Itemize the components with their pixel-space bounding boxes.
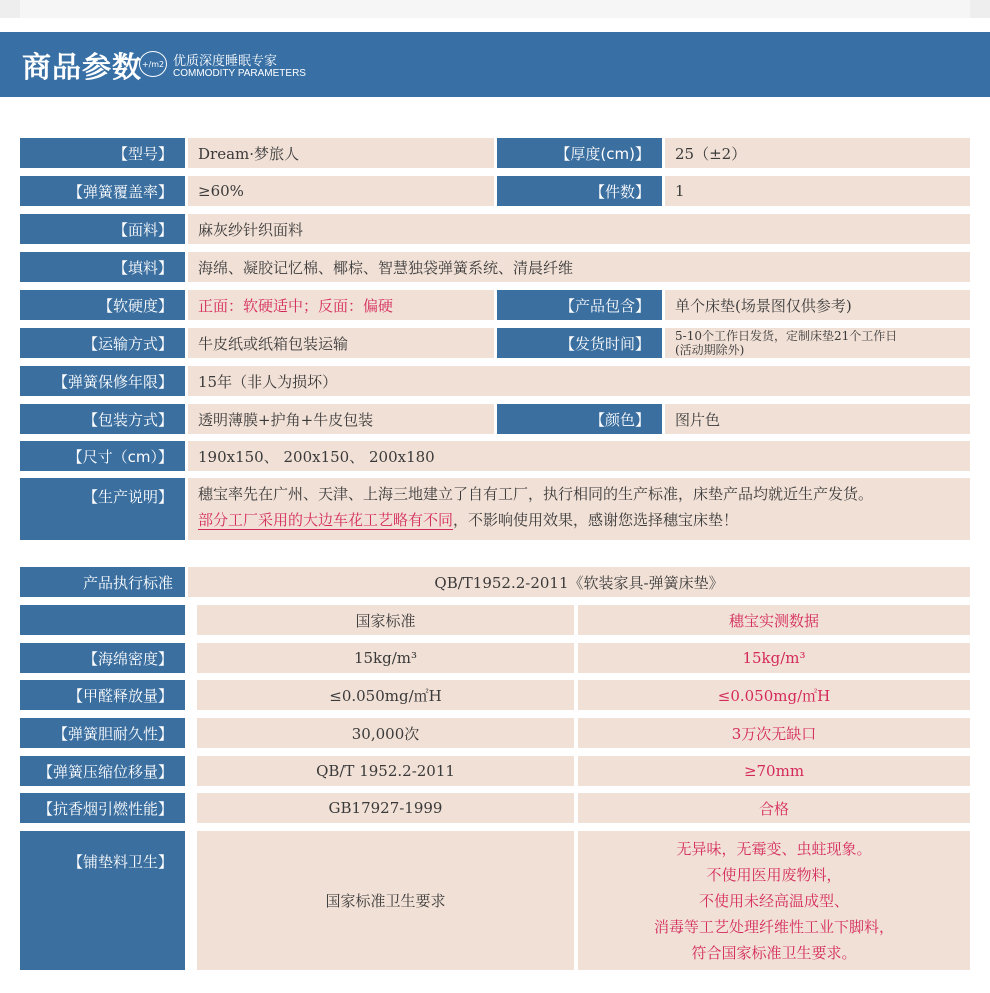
param-row-shipping <box>20 328 970 358</box>
production-note-rest: ，不影响使用效果，感谢您选择穗宝床垫！ <box>453 511 739 529</box>
param-row-warranty <box>20 366 970 396</box>
exec-standard-value: QB/T1952.2-2011《软装家具-弹簧床垫》 <box>188 567 970 597</box>
delivery-value <box>665 328 970 358</box>
standard-national-value: 30,000次 <box>197 718 574 748</box>
delivery-line-1: 5-10个工作日发货，定制床垫21个工作日 <box>675 329 898 343</box>
section-subtitle-cn: 优质深度睡眠专家 <box>173 54 278 69</box>
standard-measured-value: 15kg/m³ <box>578 643 970 673</box>
top-strip-inner <box>20 0 970 18</box>
hygiene-measured <box>578 831 970 970</box>
badge-circle-icon: +/m2 <box>139 51 167 77</box>
shipping-label: 【运输方式】 <box>20 328 185 358</box>
coverage-value: ≥60% <box>188 176 494 206</box>
standard-national-value: ≤0.050mg/㎡H <box>197 680 574 710</box>
hygiene-label: 【铺垫料卫生】 <box>20 831 185 970</box>
thickness-label: 【厚度(cm)】 <box>497 138 662 168</box>
standard-row-label: 【甲醛释放量】 <box>20 680 185 710</box>
hardness-label: 【软硬度】 <box>20 290 185 320</box>
pieces-label: 【件数】 <box>497 176 662 206</box>
hygiene-line: 无异味，无霉变、虫蛀现象。 <box>676 839 872 858</box>
param-row-coverage <box>20 176 970 206</box>
standard-national-value: QB/T 1952.2-2011 <box>197 756 574 786</box>
standard-national-value: 15kg/m³ <box>197 643 574 673</box>
standard-row-label: 【海绵密度】 <box>20 643 185 673</box>
thickness-value: 25（±2） <box>665 138 970 168</box>
size-value: 190x150、 200x150、 200x180 <box>188 441 970 471</box>
delivery-label: 【发货时间】 <box>497 328 662 358</box>
section-title: 商品参数 <box>22 50 143 84</box>
param-row-hardness <box>20 290 970 320</box>
packing-value: 透明薄膜+护角+牛皮包装 <box>188 404 494 434</box>
standard-header-blank <box>20 605 185 635</box>
exec-standard-label: 产品执行标准 <box>20 567 185 597</box>
hygiene-line: 不使用医用废物料， <box>706 865 842 884</box>
warranty-label: 【弹簧保修年限】 <box>20 366 185 396</box>
standard-row <box>20 793 970 823</box>
standard-row-label: 【抗香烟引燃性能】 <box>20 793 185 823</box>
standard-national-value: GB17927-1999 <box>197 793 574 823</box>
param-row-fabric <box>20 214 970 244</box>
standard-row-label: 【弹簧压缩位移量】 <box>20 756 185 786</box>
section-subtitle-en: COMMODITY PARAMETERS <box>173 68 306 79</box>
col-national-header: 国家标准 <box>197 605 574 635</box>
coverage-label: 【弹簧覆盖率】 <box>20 176 185 206</box>
standard-row-label: 【弹簧胆耐久性】 <box>20 718 185 748</box>
filling-value: 海绵、凝胶记忆棉、椰棕、智慧独袋弹簧系统、清晨纤维 <box>188 252 970 282</box>
standard-row-hygiene <box>20 831 970 970</box>
production-line-2 <box>198 507 873 533</box>
standard-row <box>20 718 970 748</box>
includes-value: 单个床垫(场景图仅供参考) <box>665 290 970 320</box>
standard-measured-value: ≥70mm <box>578 756 970 786</box>
warranty-value: 15年（非人为损坏） <box>188 366 970 396</box>
production-line-1: 穗宝率先在广州、天津、上海三地建立了自有工厂，执行相同的生产标准，床垫产品均就近生产发货。 <box>198 485 874 503</box>
param-row-production <box>20 478 970 540</box>
param-row-packing <box>20 404 970 434</box>
standard-measured-value: 3万次无缺口 <box>578 718 970 748</box>
color-value: 图片色 <box>665 404 970 434</box>
col-measured-header: 穗宝实测数据 <box>578 605 970 635</box>
production-label: 【生产说明】 <box>20 478 185 540</box>
fabric-value: 麻灰纱针织面料 <box>188 214 970 244</box>
production-note-highlight: 部分工厂采用的大边车花工艺略有不同 <box>198 511 454 529</box>
top-strip <box>0 0 990 18</box>
model-label: 【型号】 <box>20 138 185 168</box>
filling-label: 【填料】 <box>20 252 185 282</box>
hygiene-line: 不使用未经高温成型、 <box>698 891 849 910</box>
packing-label: 【包装方式】 <box>20 404 185 434</box>
color-label: 【颜色】 <box>497 404 662 434</box>
production-value <box>188 478 970 540</box>
includes-label: 【产品包含】 <box>497 290 662 320</box>
standard-measured-value: ≤0.050mg/㎡H <box>578 680 970 710</box>
hygiene-line: 消毒等工艺处理纤维性工业下脚料， <box>653 917 894 936</box>
size-label: 【尺寸（cm）】 <box>20 441 185 471</box>
hygiene-national: 国家标准卫生要求 <box>197 831 574 970</box>
pieces-value: 1 <box>665 176 970 206</box>
standard-row <box>20 680 970 710</box>
standard-measured-value: 合格 <box>578 793 970 823</box>
shipping-value: 牛皮纸或纸箱包装运输 <box>188 328 494 358</box>
standard-header-row <box>20 605 970 635</box>
model-value: Dream·梦旅人 <box>188 138 494 168</box>
param-row-size <box>20 441 970 471</box>
standard-row <box>20 643 970 673</box>
delivery-line-2: (活动期除外) <box>675 343 745 357</box>
param-row-model <box>20 138 970 168</box>
hardness-value: 正面：软硬适中；反面：偏硬 <box>188 290 494 320</box>
hygiene-line: 符合国家标准卫生要求。 <box>691 943 857 962</box>
standard-row <box>20 756 970 786</box>
fabric-label: 【面料】 <box>20 214 185 244</box>
param-row-filling <box>20 252 970 282</box>
standard-row-exec <box>20 567 970 597</box>
